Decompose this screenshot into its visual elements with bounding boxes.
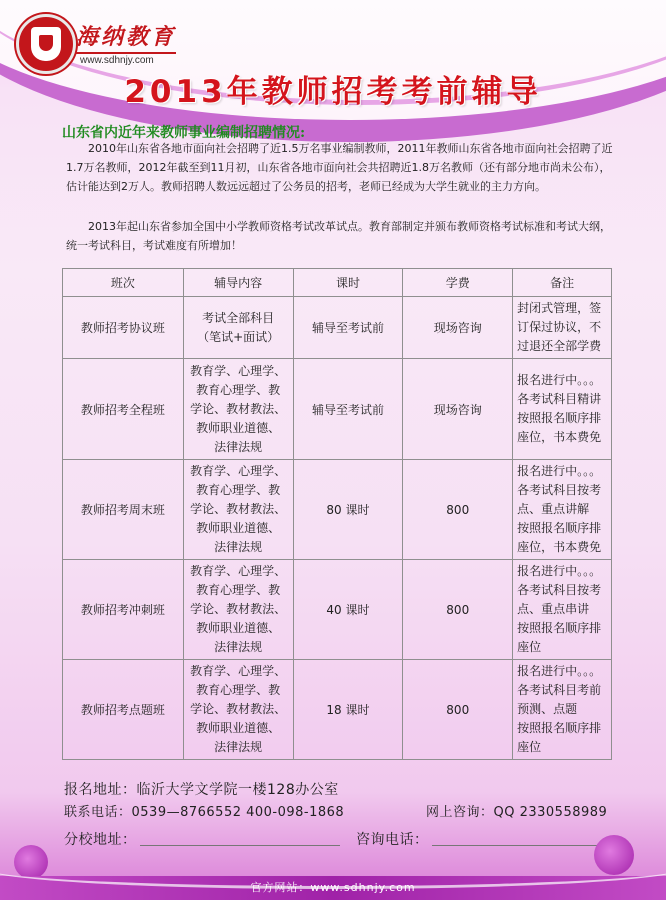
cell-class-name: 教师招考点题班: [63, 660, 184, 760]
footer-consult-label: 咨询电话：: [356, 832, 429, 848]
cell-hours: 18 课时: [293, 660, 403, 760]
intro-paragraph-1: 2010年山东省各地市面向社会招聘了近1.5万名事业编制教师，2011年教师山东省各地市面向社会招聘了近1.7万名教师，2012年截至到11月初，山东省各地市面向社会共招聘近1.8万名教师（还有部分地市尚未公布），估计能达到2万人。教师招聘人数远远超过了公务员的招考，老师已经成为大学生就业的主力方向。: [66, 142, 613, 193]
cell-note-line: 座位，书本费免: [517, 430, 602, 444]
cell-note: [513, 560, 612, 660]
cell-note-line: 预测、点题: [517, 702, 578, 716]
cell-content-line: 学论、教材教法、: [190, 602, 287, 616]
cell-note-line: 报名进行中。。。: [517, 464, 602, 478]
intro-paragraph-2: 2013年起山东省参加全国中小学教师资格考试改革试点。教育部制定并颁布教师资格考试标准和考试大纲，统一考试科目，考试难度有所增加！: [66, 220, 611, 252]
cell-note: [513, 297, 612, 359]
cell-hours: 80 课时: [293, 460, 403, 560]
cell-content-line: 教育学、心理学、: [190, 564, 287, 578]
cell-note-line: 各考试科目按考: [517, 483, 602, 497]
footer-phone: 联系电话：0539—8766552 400-098-1868: [64, 805, 345, 820]
cell-content-line: 教育心理学、教: [196, 382, 281, 397]
cell-note-line: 按照报名顺序排: [517, 411, 602, 425]
cell-note: [513, 660, 612, 760]
cell-hours: 辅导至考试前: [293, 359, 403, 460]
cell-note-line: 座位，书本费免: [517, 540, 602, 554]
cell-class-name: 教师招考协议班: [63, 297, 184, 359]
cell-note-line: 按照报名顺序排: [517, 621, 602, 635]
logo-url: www.sdhnjy.com: [80, 55, 154, 66]
cell-content-line: 教育心理学、教: [196, 683, 281, 697]
cell-class-name: 教师招考全程班: [63, 359, 184, 460]
table-row: [63, 359, 612, 460]
cell-note-line: 各考试科目按考: [517, 583, 602, 597]
cell-hours: 40 课时: [293, 560, 403, 660]
cell-fee: 现场咨询: [403, 297, 513, 359]
cell-content-line: 教育学、心理学、: [190, 363, 287, 378]
cell-content-line: 法律法规: [214, 540, 263, 554]
cell-fee: 800: [403, 560, 513, 660]
cell-note-line: 按照报名顺序排: [517, 521, 602, 535]
footer-branch-label: 分校地址：: [64, 832, 137, 848]
cell-note-line: 过退还全部学费: [517, 339, 602, 353]
cell-content-line: 法律法规: [214, 740, 263, 754]
cell-content-line: 教师职业道德、: [196, 521, 281, 535]
cell-content-line: 教师职业道德、: [196, 721, 281, 735]
cell-note-line: 座位: [517, 640, 542, 654]
table-row: [63, 297, 612, 359]
cell-note-line: 报名进行中。。。: [517, 564, 602, 578]
cell-note-line: 封闭式管理，签: [517, 301, 602, 315]
cell-content: [183, 460, 293, 560]
cell-note: [513, 460, 612, 560]
cell-note-line: 点、重点讲解: [517, 502, 590, 516]
cell-content-line: 学论、教材教法、: [190, 502, 287, 516]
logo-text: 海纳教育: [76, 20, 176, 54]
cell-content-line: 法律法规: [214, 640, 263, 654]
cell-content-line: 教师职业道德、: [196, 420, 281, 435]
cell-note-line: 座位: [517, 740, 542, 754]
cell-note-line: 按照报名顺序排: [517, 721, 602, 735]
cell-content-line: 教育心理学、教: [196, 583, 281, 597]
header-note: 备注: [513, 269, 612, 297]
cell-content: [183, 359, 293, 460]
cell-fee: 800: [403, 460, 513, 560]
section-heading: 山东省内近年来教师事业编制招聘情况:: [62, 125, 306, 141]
cell-content-line: 学论、教材教法、: [190, 702, 287, 716]
course-table: [62, 268, 612, 760]
consult-underline: [432, 845, 597, 846]
cell-fee: 现场咨询: [403, 359, 513, 460]
cell-note-line: 点、重点串讲: [517, 602, 590, 616]
cell-content-line: （笔试+面试）: [197, 329, 280, 344]
cell-content-line: 教育学、心理学、: [190, 664, 287, 678]
cell-content-line: 考试全部科目: [202, 310, 275, 325]
logo-emblem-icon: [16, 14, 76, 74]
cell-fee: 800: [403, 660, 513, 760]
footer-address: 报名地址：临沂大学文学院一楼128办公室: [64, 782, 339, 798]
footer-online: 网上咨询：QQ 2330558989: [426, 805, 608, 820]
table-row: [63, 660, 612, 760]
table-row: [63, 460, 612, 560]
header-class: 班次: [63, 269, 184, 297]
cell-class-name: 教师招考周末班: [63, 460, 184, 560]
cell-content: [183, 297, 293, 359]
cell-content-line: 法律法规: [214, 439, 263, 454]
cell-content-line: 教育学、心理学、: [190, 464, 287, 478]
cell-content-line: 学论、教材教法、: [190, 401, 287, 416]
cell-note-line: 订保过协议，不: [517, 320, 602, 334]
header-fee: 学费: [403, 269, 513, 297]
cell-content: [183, 660, 293, 760]
header-content: 辅导内容: [183, 269, 293, 297]
cell-note-line: 报名进行中。。。: [517, 373, 602, 387]
cell-content: [183, 560, 293, 660]
cell-note: [513, 359, 612, 460]
page-title: 2013年教师招考考前辅导: [124, 74, 542, 110]
cell-note-line: 报名进行中。。。: [517, 664, 602, 678]
table-header-row: [63, 269, 612, 297]
cell-hours: 辅导至考试前: [293, 297, 403, 359]
cell-content-line: 教师职业道德、: [196, 621, 281, 635]
header-hours: 课时: [293, 269, 403, 297]
cell-note-line: 各考试科目精讲: [517, 392, 602, 406]
cell-note-line: 各考试科目考前: [517, 683, 602, 697]
cell-content-line: 教育心理学、教: [196, 483, 281, 497]
table-row: [63, 560, 612, 660]
cell-class-name: 教师招考冲刺班: [63, 560, 184, 660]
official-site: 官方网站：www.sdhnjy.com: [250, 881, 416, 894]
